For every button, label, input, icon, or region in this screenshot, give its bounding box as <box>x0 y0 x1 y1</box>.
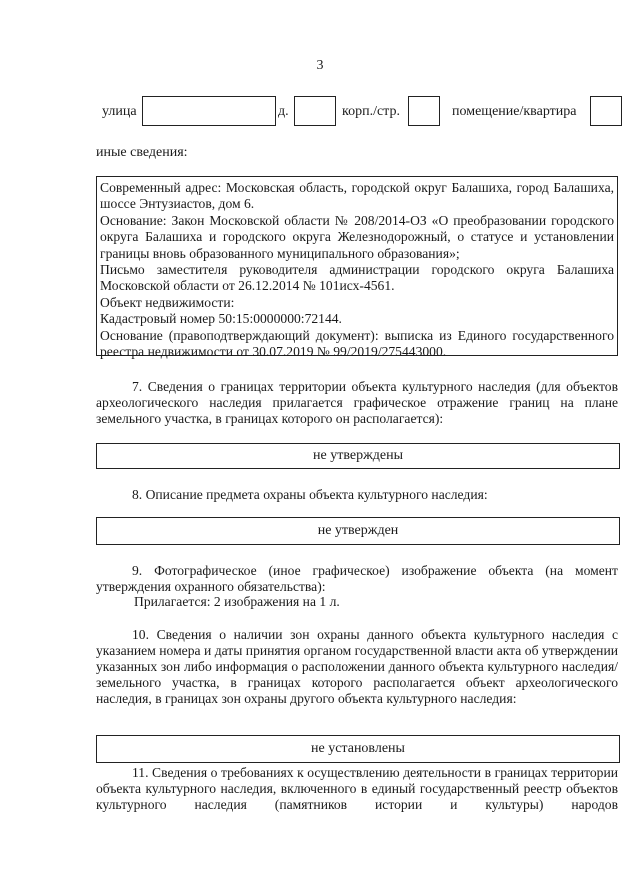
page-number: 3 <box>316 58 324 73</box>
section-8 <box>96 487 618 503</box>
house-field[interactable] <box>294 96 336 126</box>
section-8-text: 8. Описание предмета охраны объекта культурного наследия: <box>132 487 488 502</box>
section-8-value: не утвержден <box>317 523 399 538</box>
section-9 <box>96 563 618 595</box>
section-7-value: не утверждены <box>313 448 403 463</box>
section-7-value-box <box>96 443 620 469</box>
info-line-cadastral: Кадастровый номер 50:15:0000000:72144. <box>100 311 342 327</box>
section-10 <box>96 627 618 707</box>
section-9-attached: Прилагается: 2 изображения на 1 л. <box>134 594 340 609</box>
section-8-value-box <box>96 517 620 545</box>
info-line-basis-document: Основание (правоподтверждающий документ): выписка из Единого государственного реестра недвижимости от 30.07.2019 № 99/2019/275443000. <box>100 327 614 360</box>
other-info-label: иные сведения: <box>96 145 188 160</box>
house-label: д. <box>278 104 289 119</box>
building-field[interactable] <box>408 96 440 126</box>
info-line-address: Современный адрес: Московская область, городской округ Балашиха, город Балашиха, шоссе Энтузиастов, дом 6. <box>100 180 614 212</box>
section-10-text: 10. Сведения о наличии зон охраны данного объекта культурного наследия с указанием номера и даты принятия органом государственной власти акта об утверждении указанных зон либо информация о расположении данного объекта культурного наследия/земельного участка, в границах которого располагается объект археологического наследия, в границах зон охраны другого объекта культурного наследия: <box>96 627 618 706</box>
info-line-property-heading: Объект недвижимости: <box>100 294 235 310</box>
other-info-box <box>96 176 618 360</box>
section-10-value-box <box>96 735 620 763</box>
street-label: улица <box>102 104 137 119</box>
apartment-label: помещение/квартира <box>452 104 577 119</box>
section-7-text: 7. Сведения о границах территории объекта культурного наследия (для объектов археологического наследия прилагается графическое отражение границ на плане земельного участка, в границах которого он располагается): <box>96 379 618 426</box>
section-11 <box>96 765 618 813</box>
info-line-basis-law: Основание: Закон Московской области № 208/2014-ОЗ «О преобразовании городского округа Балашиха и городского округа Железнодорожный, о статусе и установлении границы вновь образованного муниципального образования»; <box>100 212 614 261</box>
section-11-text: 11. Сведения о требованиях к осуществлению деятельности в границах территории объекта культурного наследия, включенного в единый государственный реестр объектов культурного наследия (памятников истории и культуры) народов <box>96 765 618 812</box>
info-line-letter: Письмо заместителя руководителя администрации городского округа Балашиха Московской области от 26.12.2014 № 101исх-4561. <box>100 262 614 294</box>
section-7 <box>96 379 618 427</box>
section-10-value: не установлены <box>311 741 405 756</box>
building-label: корп./стр. <box>342 104 400 119</box>
apartment-field[interactable] <box>590 96 622 126</box>
street-field[interactable] <box>142 96 276 126</box>
section-9-text: 9. Фотографическое (иное графическое) изображение объекта (на момент утверждения охранного обязательства): <box>96 563 618 594</box>
